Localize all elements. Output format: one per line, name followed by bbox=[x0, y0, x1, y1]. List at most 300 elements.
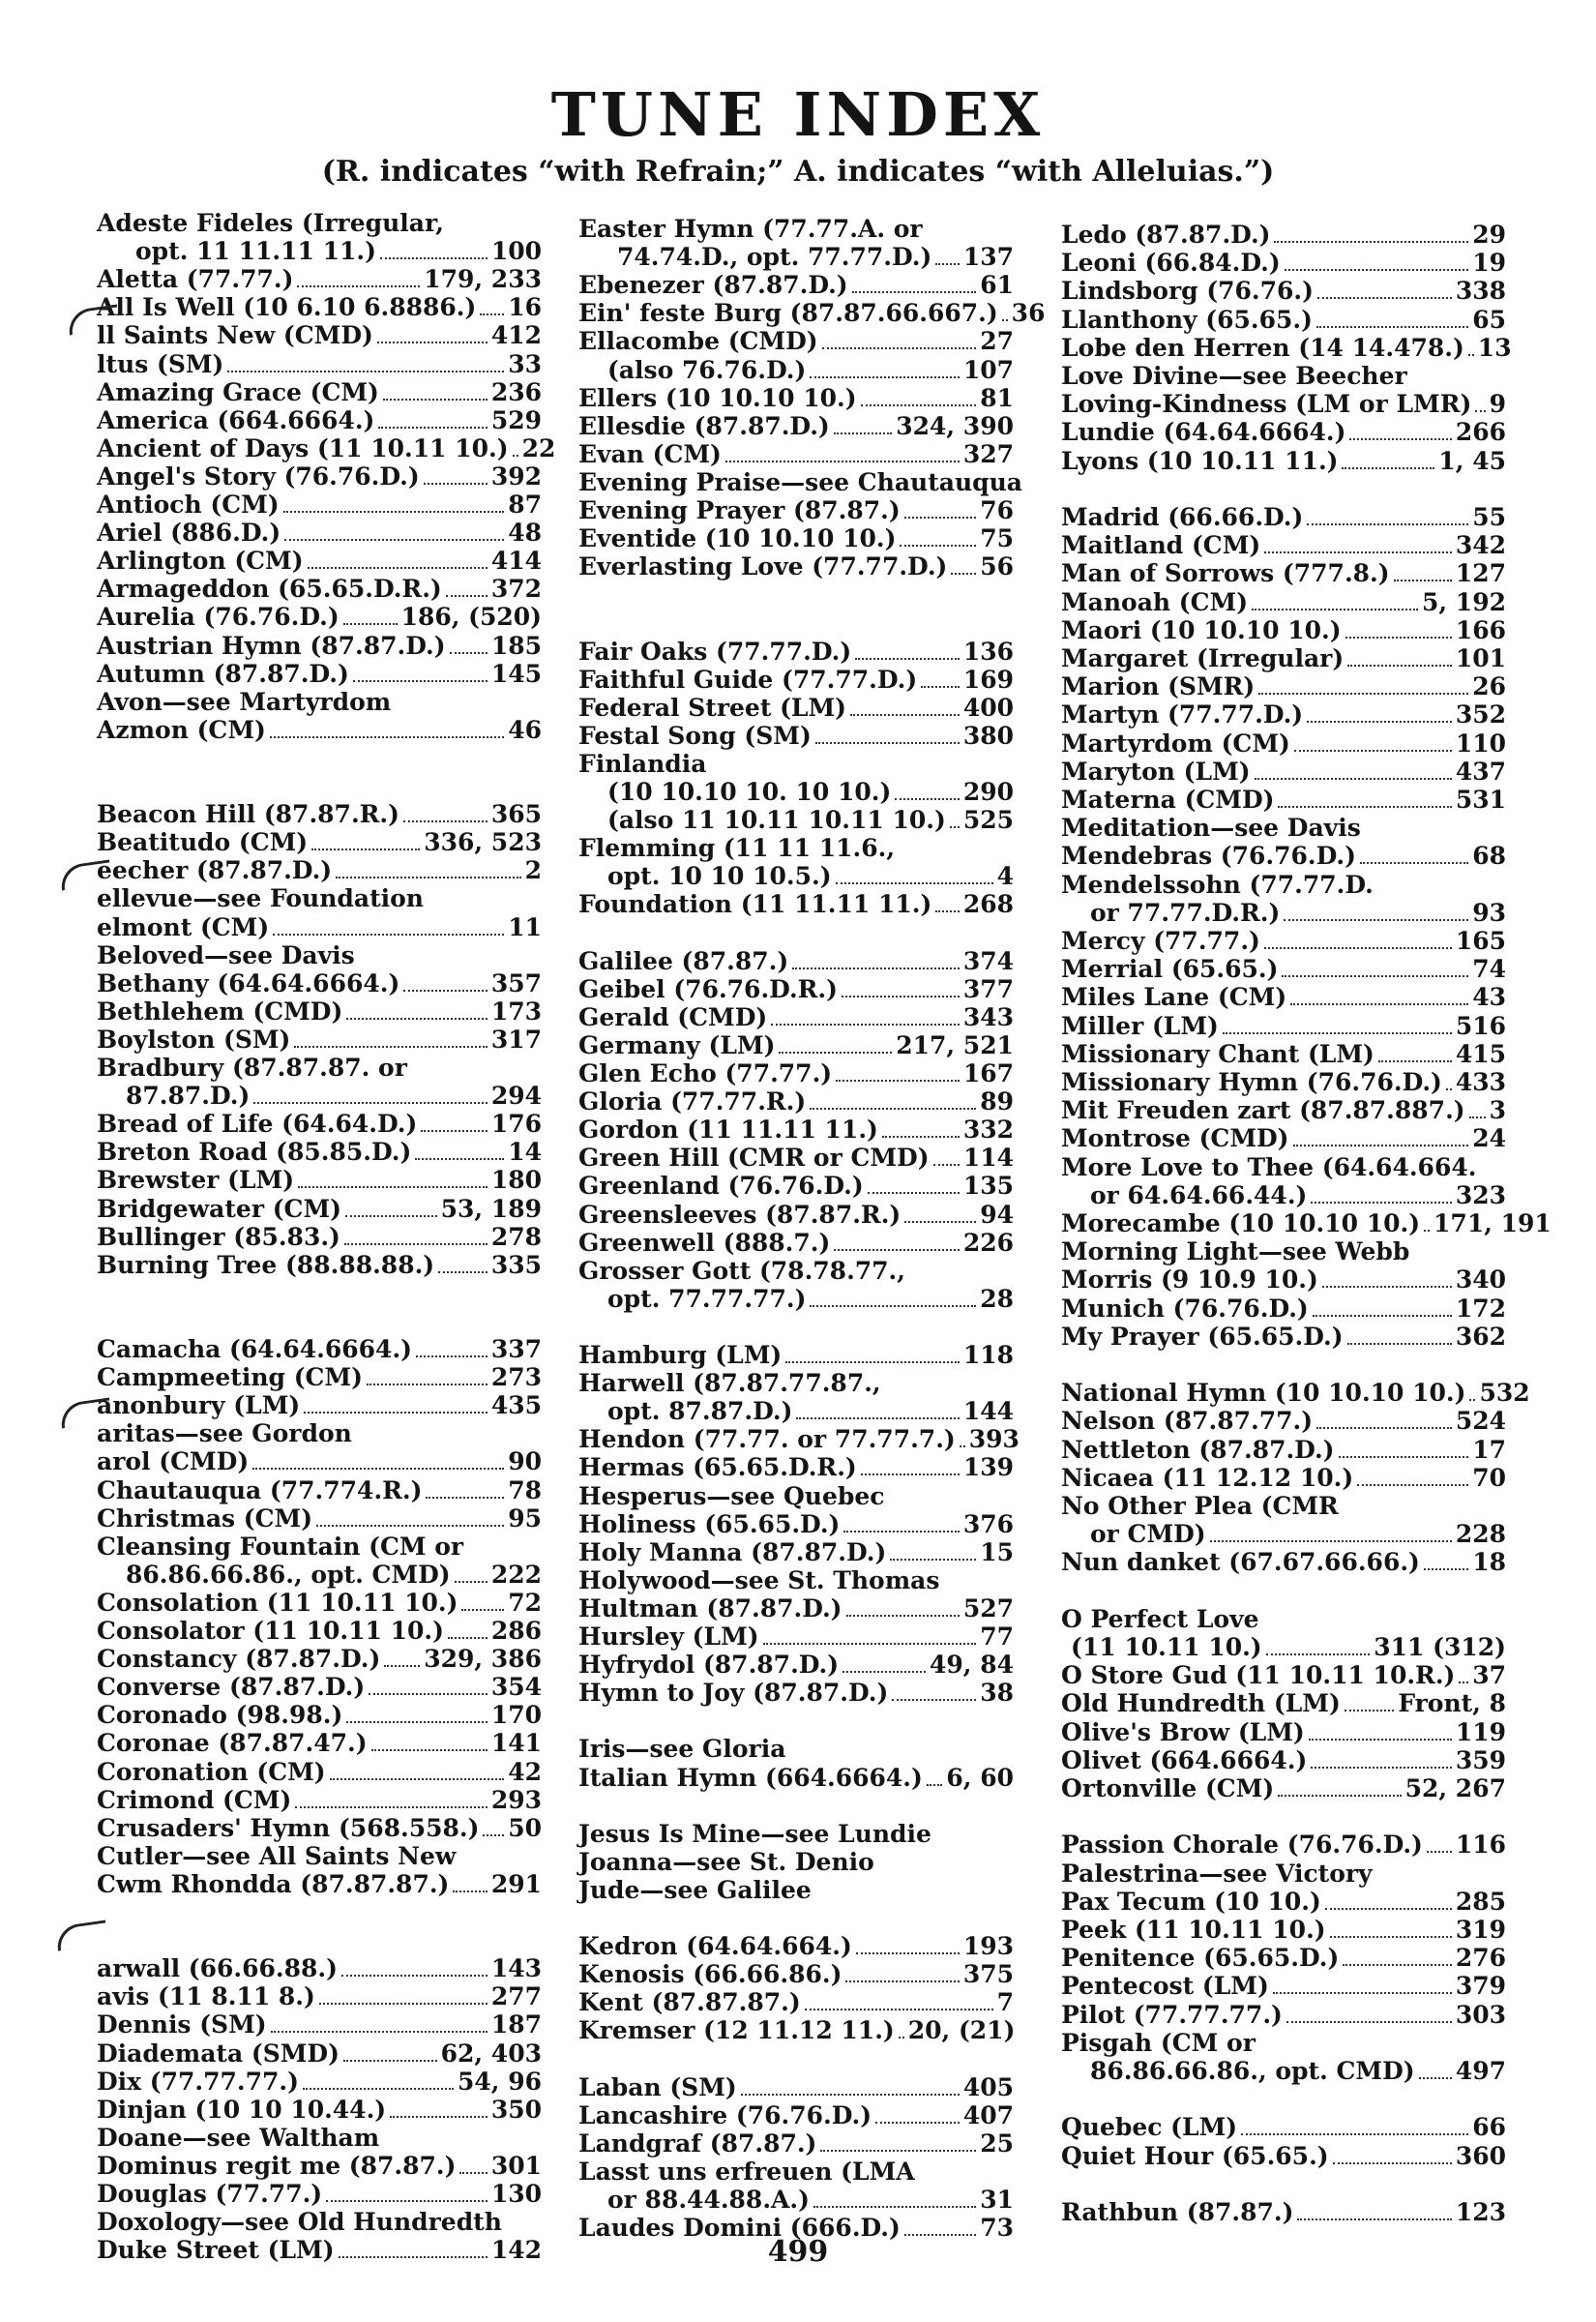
hymn-number: 116 bbox=[1455, 1831, 1506, 1859]
tune-name: Galilee (87.87.) bbox=[578, 947, 789, 975]
dot-leader bbox=[834, 1249, 960, 1251]
index-entry bbox=[1061, 729, 1506, 758]
tune-name: Hultman (87.87.D.) bbox=[578, 1594, 842, 1622]
tune-name: Ellesdie (87.87.D.) bbox=[578, 412, 830, 440]
dot-leader bbox=[1307, 721, 1452, 723]
index-entry bbox=[1061, 1605, 1506, 1633]
dot-leader bbox=[1349, 438, 1451, 440]
hymn-number: 29 bbox=[1472, 221, 1506, 249]
dot-leader bbox=[771, 1024, 960, 1026]
dot-leader bbox=[252, 1468, 504, 1470]
hymn-number: 43 bbox=[1472, 983, 1506, 1011]
tune-name: Aletta (77.77.) bbox=[97, 265, 294, 293]
dot-leader bbox=[741, 2094, 960, 2096]
dot-leader bbox=[836, 882, 993, 884]
tune-name: 87.87.D.) bbox=[126, 1082, 251, 1110]
index-entry bbox=[97, 547, 542, 575]
dot-leader bbox=[1294, 750, 1452, 752]
index-entry bbox=[97, 491, 542, 519]
hymn-number: 101 bbox=[1455, 644, 1506, 672]
dot-leader bbox=[1252, 609, 1418, 610]
index-entry bbox=[578, 440, 1014, 468]
tune-name: Evening Prayer (87.87.) bbox=[578, 496, 901, 524]
index-entry bbox=[578, 666, 1014, 694]
tune-name: (11 10.11 10.) bbox=[1071, 1633, 1262, 1661]
dot-leader bbox=[227, 371, 504, 372]
tune-name: Hamburg (LM) bbox=[578, 1341, 783, 1369]
dot-leader bbox=[852, 291, 977, 293]
tune-name: Rathbun (87.87.) bbox=[1061, 2198, 1294, 2226]
tune-name: Quebec (LM) bbox=[1061, 2113, 1238, 2141]
index-entry bbox=[1090, 1520, 1506, 1548]
dot-leader bbox=[294, 1046, 487, 1048]
tune-name: Fair Oaks (77.77.D.) bbox=[578, 638, 852, 666]
index-entry bbox=[97, 1195, 542, 1223]
dot-leader bbox=[855, 658, 960, 660]
tune-name: Miller (LM) bbox=[1061, 1012, 1219, 1040]
dot-leader bbox=[1313, 1315, 1452, 1317]
tune-name: Nun danket (67.67.66.66.) bbox=[1061, 1548, 1420, 1576]
dot-leader bbox=[480, 313, 504, 315]
hymn-number: 65 bbox=[1472, 306, 1506, 334]
hymn-number: 73 bbox=[980, 2214, 1014, 2242]
hymn-number: 374 bbox=[962, 947, 1014, 975]
dot-leader bbox=[1345, 1710, 1395, 1712]
tune-name: Ellers (10 10.10 10.) bbox=[578, 384, 857, 412]
tune-name: Maryton (LM) bbox=[1061, 758, 1251, 786]
hymn-number: 95 bbox=[508, 1504, 542, 1533]
dot-leader bbox=[1311, 1767, 1452, 1769]
tune-name: Dominus regit me (87.87.) bbox=[97, 2152, 457, 2180]
dot-leader bbox=[336, 877, 520, 878]
hymn-number: 291 bbox=[490, 1870, 542, 1898]
hymn-number: 17 bbox=[1472, 1436, 1506, 1464]
dot-leader bbox=[353, 680, 488, 682]
dot-leader bbox=[792, 968, 960, 969]
tune-name: eecher (87.87.D.) bbox=[97, 856, 333, 884]
index-entry bbox=[1061, 1295, 1506, 1323]
tune-name: Beatitudo (CM) bbox=[97, 828, 309, 856]
dot-leader bbox=[892, 1699, 976, 1701]
dot-leader bbox=[1223, 1032, 1452, 1034]
tune-name: Douglas (77.77.) bbox=[97, 2180, 323, 2208]
dot-leader bbox=[371, 1749, 488, 1751]
tune-name: Lundie (64.64.6664.) bbox=[1061, 418, 1346, 446]
index-entry bbox=[578, 524, 1014, 552]
hymn-number: 36 bbox=[1011, 299, 1046, 327]
tune-name: Pax Tecum (10 10.) bbox=[1061, 1888, 1321, 1916]
tune-name: Landgraf (87.87.) bbox=[578, 2129, 817, 2158]
tune-name: Burning Tree (88.88.88.) bbox=[97, 1251, 435, 1279]
tune-name: Merrial (65.65.) bbox=[1061, 955, 1279, 983]
dot-leader bbox=[461, 1609, 504, 1611]
tune-name: Everlasting Love (77.77.D.) bbox=[578, 552, 948, 580]
hymn-number: 171, 191 bbox=[1433, 1209, 1552, 1237]
hymn-number: 77 bbox=[980, 1622, 1014, 1651]
dot-leader bbox=[1424, 1568, 1468, 1570]
hymn-number: 497 bbox=[1455, 2057, 1506, 2085]
hymn-number: 323 bbox=[1455, 1181, 1506, 1209]
hymn-number: 338 bbox=[1455, 277, 1506, 305]
dot-leader bbox=[415, 1158, 504, 1160]
tune-name: Ledo (87.87.D.) bbox=[1061, 221, 1271, 249]
hymn-number: 38 bbox=[980, 1679, 1014, 1707]
hymn-number: 9 bbox=[1489, 390, 1506, 418]
hymn-number: 180 bbox=[490, 1166, 542, 1194]
hymn-number: 173 bbox=[490, 997, 542, 1026]
tune-name: Beacon Hill (87.87.R.) bbox=[97, 800, 399, 828]
dot-leader bbox=[895, 798, 959, 800]
index-entry bbox=[1061, 1436, 1506, 1464]
index-entry bbox=[607, 1285, 1014, 1313]
index-entry bbox=[578, 1932, 1014, 1960]
index-entry bbox=[1061, 1718, 1506, 1746]
index-entry bbox=[97, 1645, 542, 1673]
hymn-number: 145 bbox=[490, 660, 542, 688]
index-entry bbox=[1061, 1831, 1506, 1859]
hymn-number: 22 bbox=[521, 434, 556, 462]
hymn-number: 7 bbox=[996, 1988, 1014, 2016]
index-entry bbox=[578, 638, 1014, 666]
hymn-number: 166 bbox=[1455, 616, 1506, 644]
tune-name: Gordon (11 11.11 11.) bbox=[578, 1116, 878, 1144]
tune-name: Antioch (CM) bbox=[97, 491, 280, 519]
hymn-number: 89 bbox=[980, 1087, 1014, 1116]
hymn-number: 19 bbox=[1472, 249, 1506, 277]
dot-leader bbox=[298, 1186, 488, 1188]
tune-name: Aurelia (76.76.D.) bbox=[97, 603, 340, 631]
hymn-number: 324, 390 bbox=[896, 412, 1014, 440]
tune-name: anonbury (LM) bbox=[97, 1391, 301, 1419]
tune-name: Cleansing Fountain (CM or bbox=[97, 1533, 464, 1561]
dot-leader bbox=[935, 263, 960, 265]
index-entry bbox=[1061, 2001, 1506, 2029]
tune-name: Coronado (98.98.) bbox=[97, 1701, 343, 1729]
index-entry bbox=[1061, 1888, 1506, 1916]
index-entry bbox=[97, 1786, 542, 1814]
tune-name: Quiet Hour (65.65.) bbox=[1061, 2142, 1329, 2170]
hymn-number: 527 bbox=[962, 1594, 1014, 1622]
dot-leader bbox=[1333, 2162, 1452, 2164]
hymn-number: 352 bbox=[1455, 700, 1506, 729]
index-entry bbox=[97, 462, 542, 491]
tune-name: Constancy (87.87.D.) bbox=[97, 1645, 381, 1673]
hymn-number: 222 bbox=[490, 1561, 542, 1589]
dot-leader bbox=[403, 990, 488, 992]
tune-name: Coronae (87.87.47.) bbox=[97, 1729, 368, 1757]
dot-leader bbox=[785, 1361, 960, 1363]
dot-leader bbox=[421, 1130, 488, 1132]
index-entry bbox=[97, 1026, 542, 1054]
tune-name: aritas—see Gordon bbox=[97, 1419, 352, 1447]
index-entry bbox=[97, 1504, 542, 1533]
hymn-number: 359 bbox=[1455, 1746, 1506, 1774]
index-entry bbox=[1061, 277, 1506, 305]
tune-name: Olive's Brow (LM) bbox=[1061, 1718, 1305, 1746]
index-entry bbox=[607, 2186, 1014, 2214]
index-entry bbox=[607, 806, 1014, 834]
dot-leader bbox=[815, 742, 960, 744]
dot-leader bbox=[1278, 806, 1451, 808]
dot-leader bbox=[1342, 467, 1434, 469]
index-entry bbox=[578, 722, 1014, 750]
dot-leader bbox=[779, 1052, 892, 1054]
index-entry bbox=[1061, 390, 1506, 418]
tune-name: Germany (LM) bbox=[578, 1031, 776, 1059]
hymn-number: 380 bbox=[962, 722, 1014, 750]
tune-name: Adeste Fideles (Irregular, bbox=[97, 209, 445, 237]
tune-name: Kent (87.87.87.) bbox=[578, 1988, 801, 2016]
tune-name: Doxology—see Old Hundredth bbox=[97, 2208, 502, 2236]
tune-name: Bradbury (87.87.87. or bbox=[97, 1054, 407, 1082]
tune-name: Hyfrydol (87.87.D.) bbox=[578, 1651, 840, 1679]
hymn-number: 74 bbox=[1472, 955, 1506, 983]
tune-name: (also 11 10.11 10.11 10.) bbox=[607, 806, 946, 834]
tune-name: Campmeeting (CM) bbox=[97, 1363, 363, 1391]
tune-name: Laudes Domini (666.D.) bbox=[578, 2214, 901, 2242]
dot-leader bbox=[1210, 1540, 1452, 1542]
hymn-number: 525 bbox=[962, 806, 1014, 834]
index-entry bbox=[578, 496, 1014, 524]
hymn-number: 4 bbox=[996, 862, 1014, 890]
index-entry bbox=[578, 1988, 1014, 2016]
dot-leader bbox=[927, 1784, 943, 1786]
tune-name: ltus (SM) bbox=[97, 350, 224, 378]
dot-leader bbox=[270, 736, 504, 738]
dot-leader bbox=[450, 652, 488, 654]
dot-leader bbox=[1469, 1116, 1486, 1118]
tune-name: ll Saints New (CMD) bbox=[97, 321, 373, 349]
hymn-number: 170 bbox=[490, 1701, 542, 1729]
hymn-number: 6, 60 bbox=[946, 1764, 1014, 1792]
hymn-number: 186, (520) bbox=[400, 603, 542, 631]
dot-leader bbox=[304, 1412, 488, 1414]
index-entry bbox=[1090, 2057, 1506, 2085]
tune-name: Penitence (65.65.D.) bbox=[1061, 1944, 1340, 1972]
dot-leader bbox=[960, 1445, 965, 1447]
index-entry bbox=[1061, 1237, 1506, 1265]
dot-leader bbox=[820, 2150, 976, 2152]
tune-name: Consolator (11 10.11 10.) bbox=[97, 1617, 444, 1645]
pen-mark bbox=[55, 1920, 109, 1950]
index-entry bbox=[97, 1138, 542, 1166]
index-entry bbox=[1061, 1689, 1506, 1717]
index-entry bbox=[97, 1673, 542, 1701]
tune-name: Flemming (11 11 11.6., bbox=[578, 834, 896, 862]
index-entry bbox=[578, 1651, 1014, 1679]
index-entry bbox=[1061, 1972, 1506, 2000]
tune-name: Lyons (10 10.11 11.) bbox=[1061, 447, 1339, 475]
dot-leader bbox=[845, 1980, 959, 1982]
dot-leader bbox=[1330, 1936, 1452, 1938]
hymn-number: 25 bbox=[980, 2129, 1014, 2158]
dot-leader bbox=[1258, 693, 1468, 695]
tune-name: Gerald (CMD) bbox=[578, 1003, 768, 1031]
index-entry bbox=[578, 890, 1014, 918]
index-entry bbox=[1061, 2029, 1506, 2057]
hymn-number: 123 bbox=[1455, 2198, 1506, 2226]
index-entry bbox=[578, 1369, 1014, 1397]
hymn-number: 52, 267 bbox=[1404, 1774, 1506, 1802]
hymn-number: 1, 45 bbox=[1438, 447, 1506, 475]
dot-leader bbox=[403, 820, 488, 822]
dot-leader bbox=[1424, 1230, 1430, 1232]
page-title: TUNE INDEX bbox=[550, 79, 1046, 150]
tune-name: or 64.64.66.44.) bbox=[1090, 1181, 1308, 1209]
hymn-number: 50 bbox=[508, 1814, 542, 1842]
dot-leader bbox=[383, 399, 488, 401]
tune-name: Finlandia bbox=[578, 750, 707, 778]
hymn-number: 273 bbox=[490, 1363, 542, 1391]
tune-name: Bridgewater (CM) bbox=[97, 1195, 341, 1223]
index-entry bbox=[1061, 871, 1506, 899]
hymn-number: 13 bbox=[1477, 334, 1512, 362]
dot-leader bbox=[448, 1637, 488, 1639]
tune-name: (also 76.76.D.) bbox=[607, 356, 807, 384]
index-entry bbox=[97, 350, 542, 378]
dot-leader bbox=[446, 595, 488, 597]
index-entry bbox=[578, 1453, 1014, 1481]
index-entry bbox=[97, 2096, 542, 2124]
tune-name: Llanthony (65.65.) bbox=[1061, 306, 1313, 334]
hymn-number: 301 bbox=[490, 2152, 542, 2180]
dot-leader bbox=[1343, 1964, 1452, 1966]
dot-leader bbox=[378, 427, 487, 429]
dot-leader bbox=[343, 2060, 437, 2062]
index-entry bbox=[97, 632, 542, 660]
index-entry bbox=[1061, 2198, 1506, 2226]
dot-leader bbox=[346, 1721, 488, 1723]
hymn-number: 114 bbox=[962, 1144, 1014, 1172]
tune-name: Eventide (10 10.10 10.) bbox=[578, 524, 897, 552]
tune-name: Ein' feste Burg (87.87.66.667.) bbox=[578, 299, 998, 327]
tune-name: Avon—see Martyrdom bbox=[97, 688, 392, 716]
index-entry bbox=[1061, 1040, 1506, 1068]
index-entry bbox=[1061, 221, 1506, 249]
hymn-number: 2 bbox=[524, 856, 542, 884]
dot-leader bbox=[904, 517, 977, 519]
index-entry bbox=[1090, 1181, 1506, 1209]
hymn-number: 179, 233 bbox=[424, 265, 542, 293]
tune-name: Diademata (SMD) bbox=[97, 2039, 340, 2068]
tune-name: My Prayer (65.65.D.) bbox=[1061, 1323, 1344, 1351]
tune-name: Geibel (76.76.D.R.) bbox=[578, 975, 838, 1003]
index-entry bbox=[97, 828, 542, 856]
index-entry bbox=[1061, 1323, 1506, 1351]
hymn-number: 68 bbox=[1472, 842, 1506, 870]
index-entry bbox=[1061, 1265, 1506, 1294]
tune-name: Duke Street (LM) bbox=[97, 2236, 335, 2264]
hymn-number: 362 bbox=[1455, 1323, 1506, 1351]
hymn-number: 28 bbox=[980, 1285, 1014, 1313]
index-entry bbox=[97, 997, 542, 1026]
index-entry bbox=[97, 1251, 542, 1279]
dot-leader bbox=[1475, 410, 1485, 412]
dot-leader bbox=[890, 1559, 976, 1561]
dot-leader bbox=[1339, 1456, 1469, 1458]
index-entry bbox=[607, 862, 1014, 890]
hymn-number: 285 bbox=[1455, 1888, 1506, 1916]
hymn-number: 319 bbox=[1455, 1916, 1506, 1944]
index-entry bbox=[578, 1003, 1014, 1031]
index-entry bbox=[1061, 1096, 1506, 1124]
tune-name: More Love to Thee (64.64.664. bbox=[1061, 1153, 1477, 1181]
tune-name: Bullinger (85.83.) bbox=[97, 1223, 340, 1251]
index-entry bbox=[578, 2101, 1014, 2129]
tune-name: Boylston (SM) bbox=[97, 1026, 291, 1054]
index-entry bbox=[1061, 1407, 1506, 1435]
index-entry bbox=[1061, 503, 1506, 531]
hymn-number: 16 bbox=[508, 293, 542, 321]
index-entry bbox=[578, 750, 1014, 778]
hymn-number: 228 bbox=[1455, 1520, 1506, 1548]
index-entry bbox=[97, 1447, 542, 1475]
dot-leader bbox=[369, 1693, 488, 1695]
tune-name: Jude—see Galilee bbox=[578, 1876, 812, 1904]
dot-leader bbox=[810, 376, 960, 378]
tune-name: Bethany (64.64.6664.) bbox=[97, 969, 400, 997]
page-subtitle: (R. indicates “with Refrain;” A. indicates “with Alleluias.”) bbox=[321, 155, 1275, 189]
index-entry bbox=[1090, 899, 1506, 927]
tune-name: Lasst uns erfreuen (LMA bbox=[578, 2158, 915, 2186]
tune-name: Maitland (CM) bbox=[1061, 531, 1261, 559]
hymn-number: 357 bbox=[490, 969, 542, 997]
hymn-number: 137 bbox=[962, 243, 1014, 271]
dot-leader bbox=[1278, 1795, 1401, 1797]
index-entry bbox=[578, 694, 1014, 722]
hymn-number: 340 bbox=[1455, 1265, 1506, 1294]
hymn-number: 276 bbox=[1455, 1944, 1506, 1972]
index-entry bbox=[578, 412, 1014, 440]
tune-name: opt. 87.87.D.) bbox=[607, 1397, 793, 1425]
dot-leader bbox=[1309, 1739, 1452, 1741]
hymn-number: 335 bbox=[490, 1251, 542, 1279]
hymn-number: 93 bbox=[1472, 899, 1506, 927]
hymn-number: 332 bbox=[962, 1116, 1014, 1144]
index-entry bbox=[578, 1425, 1020, 1453]
index-entry bbox=[97, 1391, 542, 1419]
hymn-number: 393 bbox=[968, 1425, 1020, 1453]
hymn-number: 15 bbox=[980, 1538, 1014, 1566]
tune-name: Lindsborg (76.76.) bbox=[1061, 277, 1314, 305]
tune-name: opt. 10 10 10.5.) bbox=[607, 862, 832, 890]
index-entry bbox=[97, 293, 542, 321]
hymn-number: 142 bbox=[490, 2236, 542, 2264]
dot-leader bbox=[345, 1215, 437, 1217]
hymn-number: 141 bbox=[490, 1729, 542, 1757]
index-entry bbox=[97, 1814, 542, 1842]
tune-name: Cutler—see All Saints New bbox=[97, 1842, 457, 1870]
dot-leader bbox=[1264, 551, 1452, 553]
dot-leader bbox=[303, 2088, 454, 2090]
index-entry bbox=[97, 1617, 542, 1645]
tune-name: Morris (9 10.9 10.) bbox=[1061, 1265, 1318, 1294]
hymn-number: 294 bbox=[490, 1082, 542, 1110]
index-entry bbox=[1061, 955, 1506, 983]
hymn-number: 54, 96 bbox=[458, 2068, 542, 2096]
index-entry bbox=[97, 1363, 542, 1391]
dot-leader bbox=[424, 483, 488, 485]
index-entry bbox=[578, 1341, 1014, 1369]
dot-leader bbox=[343, 623, 398, 625]
dot-leader bbox=[459, 2172, 487, 2174]
hymn-number: 94 bbox=[980, 1201, 1014, 1229]
hymn-number: 437 bbox=[1455, 758, 1506, 786]
tune-name: Federal Street (LM) bbox=[578, 694, 846, 722]
index-entry bbox=[578, 299, 1046, 327]
tune-name: elmont (CM) bbox=[97, 913, 270, 941]
index-entry bbox=[578, 468, 1022, 496]
